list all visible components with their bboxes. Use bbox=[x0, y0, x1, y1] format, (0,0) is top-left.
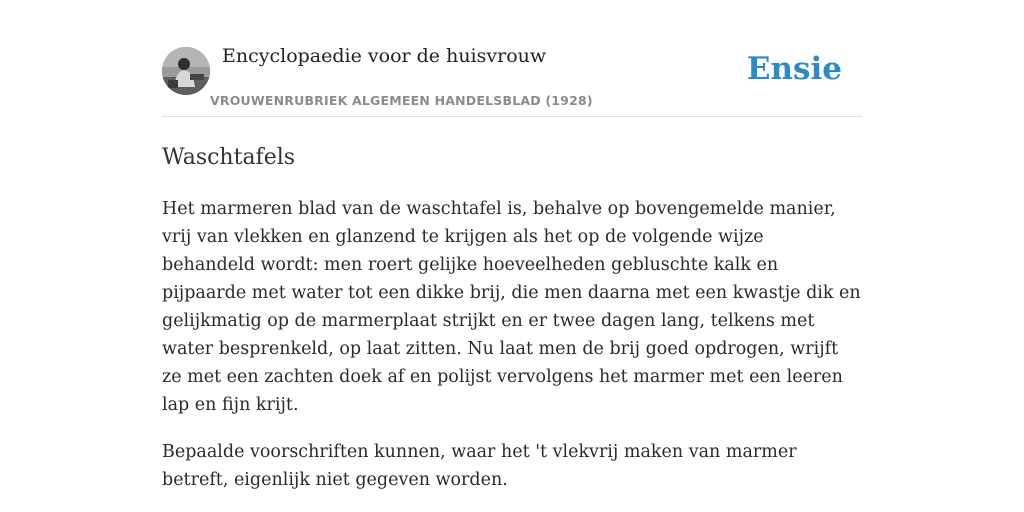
book-title[interactable]: Encyclopaedie voor de huisvrouw bbox=[222, 45, 547, 67]
header bbox=[162, 0, 862, 117]
ensie-logo[interactable]: Ensie bbox=[746, 51, 842, 87]
article-paragraph: Bepaalde voorschriften kunnen, waar het 't vlekvrij maken van marmer betreft, eigenlijk niet gegeven worden. bbox=[162, 442, 797, 490]
avatar[interactable] bbox=[162, 47, 210, 95]
source-label: VROUWENRUBRIEK ALGEMEEN HANDELSBLAD (1928) bbox=[210, 93, 593, 108]
page-container bbox=[162, 0, 862, 494]
article-paragraph: Het marmeren blad van de waschtafel is, behalve op bovengemelde manier, vrij van vlekken en glanzend te krijgen als het op de volgende wijze behandeld wordt: men roert gelijke hoeveelheden gebluschte kalk en pijpaarde met water tot een dikke brij, die men daarna met een kwastje dik en gelijkmatig op de marmerplaat strijkt en er twee dagen lang, telkens met water besprenkeld, op laat zitten. Nu laat men de brij goed opdrogen, wrijft ze met een zachten doek af en polijst vervolgens het marmer met een leeren lap en fijn krijt. bbox=[162, 199, 861, 415]
article-title: Waschtafels bbox=[162, 145, 296, 170]
avatar-photo-icon bbox=[162, 47, 210, 95]
